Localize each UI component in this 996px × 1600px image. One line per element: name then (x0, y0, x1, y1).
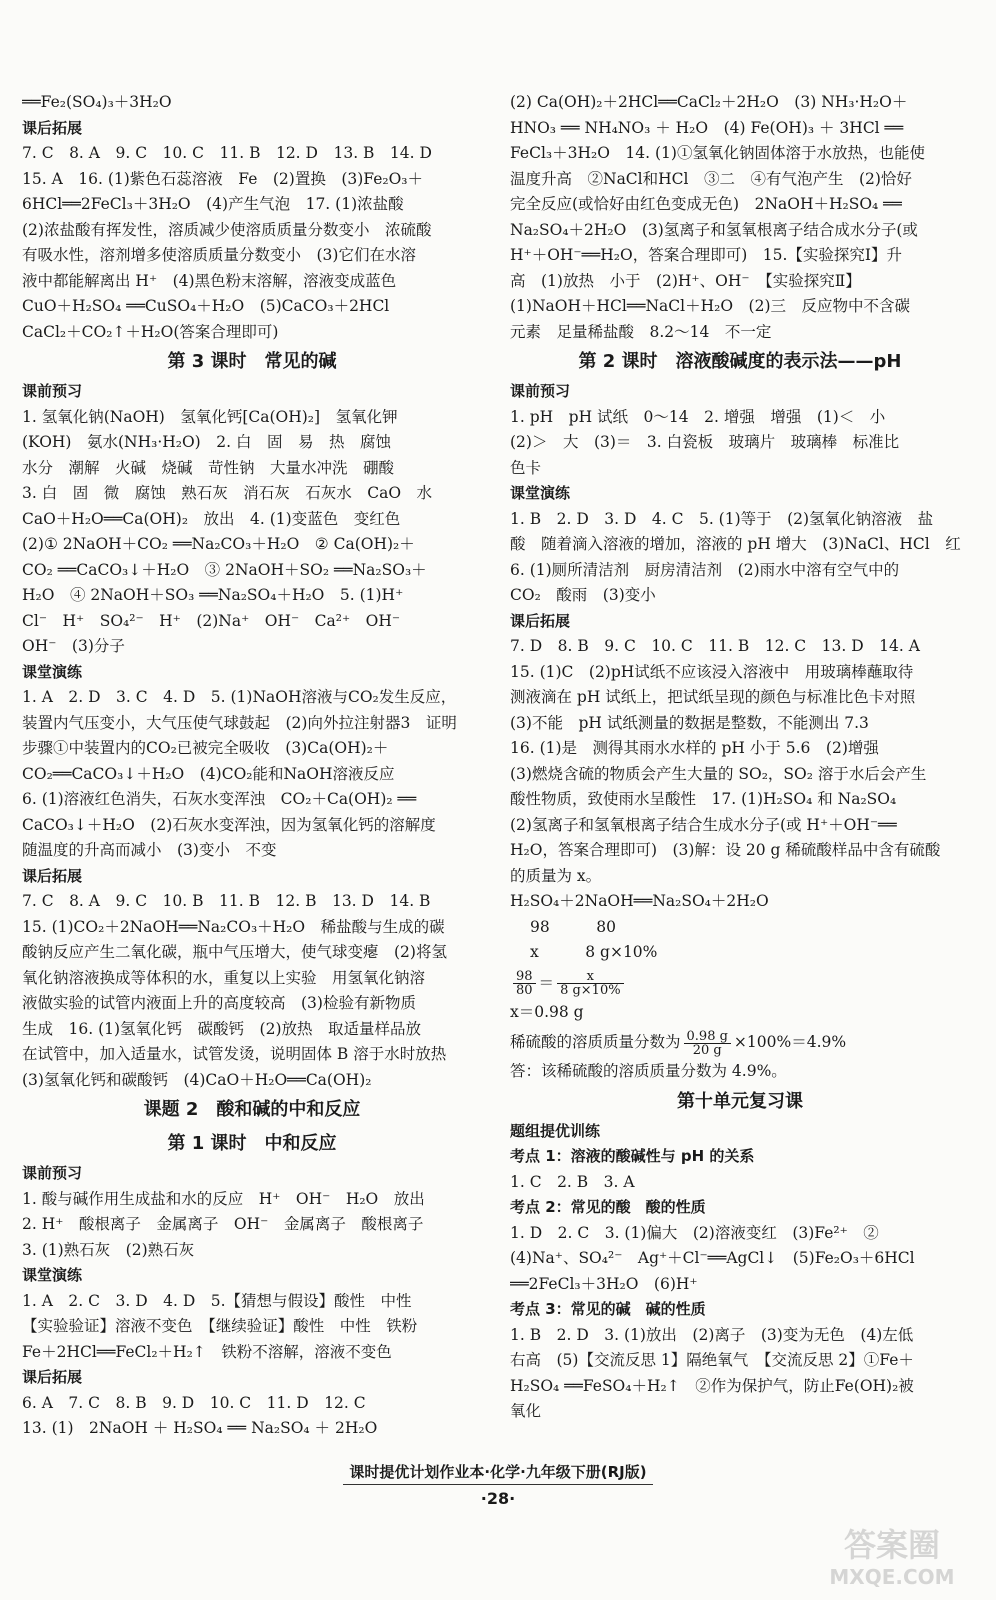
text-line: CO₂ ══CaCO₃↓＋H₂O ③ 2NaOH＋SO₂ ══Na₂SO₃＋ (22, 560, 427, 579)
section-heading: 题组提优训练 (510, 1121, 601, 1140)
fraction (684, 1030, 731, 1057)
text-line: 装置内气压变小，大气压使气球鼓起 (2)向外拉注射器3 证明 (22, 713, 457, 732)
text-line: 酸性物质，致使雨水呈酸性 17. (1)H₂SO₄ 和 Na₂SO₄ (510, 790, 897, 808)
text-line: CaO＋H₂O══Ca(OH)₂ 放出 4. (1)变蓝色 变红色 (22, 509, 401, 528)
topic-point-heading: 考点 2：常见的酸 酸的性质 (510, 1198, 706, 1216)
text-line: 2. H⁺ 酸根离子 金属离子 OH⁻ 金属离子 酸根离子 (22, 1215, 424, 1233)
section-heading: 课后拓展 (22, 866, 83, 885)
text-line: CO₂══CaCO₃↓＋H₂O (4)CO₂能和NaOH溶液反应 (22, 764, 395, 783)
text-line: 液做实验的试管内液面上升的高度较高 (3)检验有新物质 (22, 994, 416, 1012)
text-line: (3)氢氧化钙和碳酸钙 (4)CaO＋H₂O══Ca(OH)₂ (22, 1070, 372, 1089)
section-heading: 课后拓展 (22, 1368, 83, 1386)
text-line: CO₂ 酸雨 (3)变小 (510, 586, 656, 604)
text-line: (3)燃烧含硫的物质会产生大量的 SO₂，SO₂ 溶于水后会产生 (510, 764, 927, 783)
text-line: H₂SO₄＋2NaOH══Na₂SO₄＋2H₂O (510, 892, 769, 910)
text-line: 7. C 8. A 9. C 10. C 11. B 12. D 13. B 14. D (22, 144, 432, 162)
mass-fraction-line (510, 1025, 970, 1059)
topic-title: 课题 2 酸和碱的中和反应 (143, 1099, 361, 1120)
text-line: 高 (1)放热 小于 (2)H⁺、OH⁻ 【实验探究Ⅱ】 (510, 271, 861, 290)
text-line: 13. (1) 2NaOH ＋ H₂SO₄ ══ Na₂SO₄ ＋ 2H₂O (22, 1419, 378, 1437)
fraction-denominator: 8 g×10% (560, 983, 621, 998)
text-line: 1. B 2. D 3. D 4. C 5. (1)等于 (2)氢氧化钠溶液 盐 (510, 509, 934, 528)
text-segment: 稀硫酸的溶质质量分数为 (510, 1033, 681, 1051)
text-line: 色卡 (510, 458, 542, 477)
text-line: 酸钠反应产生二氧化碳，瓶中气压增大，使气球变瘪 (2)将氢 (22, 943, 447, 961)
text-line: 1. C 2. B 3. A (510, 1172, 635, 1191)
fraction-numerator: x (557, 970, 624, 984)
text-line: CaCO₃↓＋H₂O (2)石灰水变浑浊，因为氢氧化钙的溶解度 (22, 815, 436, 834)
text-line: 1. A 2. D 3. C 4. D 5. (1)NaOH溶液与CO₂发生反应， (22, 688, 457, 706)
text-line: 98 80 (530, 917, 616, 936)
text-line: H⁺＋OH⁻══H₂O，答案合理即可) 15.【实验探究Ⅰ】升 (510, 246, 903, 264)
page-footer (0, 1461, 996, 1508)
text-line: 1. 氢氧化钠(NaOH) 氢氧化钙[Ca(OH)₂] 氢氧化钾 (22, 407, 398, 426)
text-line: 6. A 7. C 8. B 9. D 10. C 11. D 12. C (22, 1393, 366, 1412)
topic-point-heading: 考点 1：溶液的酸碱性与 pH 的关系 (510, 1147, 755, 1165)
text-line: 完全反应(或恰好由红色变成无色) 2NaOH＋H₂SO₄ ══ (510, 195, 902, 213)
text-line: 1. A 2. C 3. D 4. D 5.【猜想与假设】酸性 中性 (22, 1291, 412, 1310)
text-line: 6. (1)厕所清洁剂 厨房清洁剂 (2)雨水中溶有空气中的 (510, 560, 900, 579)
text-line: Cl⁻ H⁺ SO₄²⁻ H⁺ (2)Na⁺ OH⁻ Ca²⁺ OH⁻ (22, 611, 401, 630)
text-line: 元素 足量稀盐酸 8.2～14 不一定 (510, 322, 772, 341)
section-heading: 课前预习 (22, 382, 83, 400)
text-line: 7. C 8. A 9. C 10. B 11. B 12. B 13. D 14. B (22, 892, 431, 910)
text-line: 1. 酸与碱作用生成盐和水的反应 H⁺ OH⁻ H₂O 放出 (22, 1189, 425, 1208)
text-line: 16. (1)是 测得其雨水水样的 pH 小于 5.6 (2)增强 (510, 739, 879, 757)
page-number: ·28· (480, 1489, 516, 1508)
right-column (510, 90, 970, 1425)
fraction-numerator: 0.98 g (684, 1030, 731, 1044)
fraction-denominator: 80 (516, 983, 533, 998)
text-line: FeCl₃＋3H₂O 14. (1)①氢氧化钠固体溶于水放热，也能使 (510, 144, 925, 162)
text-line: 生成 16. (1)氢氧化钙 碳酸钙 (2)放热 取适量样品放 (22, 1019, 421, 1038)
section-heading: 课前预习 (510, 382, 571, 400)
text-segment: ×100%＝4.9% (733, 1033, 847, 1051)
text-line: 答：该稀硫酸的溶质质量分数为 4.9%。 (510, 1062, 787, 1080)
fraction (557, 970, 624, 997)
text-line: 步骤①中装置内的CO₂已被完全吸收 (3)Ca(OH)₂＋ (22, 739, 389, 757)
text-line: H₂SO₄ ══FeSO₄＋H₂↑ ②作为保护气，防止Fe(OH)₂被 (510, 1376, 914, 1395)
text-line: 1. B 2. D 3. (1)放出 (2)离子 (3)变为无色 (4)左低 (510, 1325, 914, 1344)
text-line: (2)① 2NaOH＋CO₂ ══Na₂CO₃＋H₂O ② Ca(OH)₂＋ (22, 535, 415, 553)
text-line: 15. A 16. (1)紫色石蕊溶液 Fe (2)置换 (3)Fe₂O₃＋ (22, 169, 424, 188)
fraction-numerator: 98 (513, 970, 536, 984)
text-line: (2)＞ 大 (3)＝ 3. 白瓷板 玻璃片 玻璃棒 标准比 (510, 433, 900, 451)
text-line: 在试管中，加入适量水，试管发烫，说明固体 B 溶于水时放热 (22, 1045, 447, 1063)
text-line: 【实验验证】溶液不变色 【继续验证】酸性 中性 铁粉 (22, 1317, 418, 1335)
text-line: 氧化 (510, 1402, 542, 1420)
text-line: CuO＋H₂SO₄ ══CuSO₄＋H₂O (5)CaCO₃＋2HCl (22, 297, 390, 315)
text-line: (1)NaOH＋HCl══NaCl＋H₂O (2)三 反应物中不含碳 (510, 297, 910, 315)
fraction-denominator: 20 g (692, 1042, 722, 1058)
watermark-text: 答案圈 (843, 1526, 941, 1564)
text-line: Fe＋2HCl══FeCl₂＋H₂↑ 铁粉不溶解，溶液不变色 (22, 1342, 392, 1361)
text-line: H₂O ④ 2NaOH＋SO₃ ══Na₂SO₄＋H₂O 5. (1)H⁺ (22, 586, 404, 604)
lesson-title: 第 3 课时 常见的碱 (167, 351, 337, 372)
text-line: Na₂SO₄＋2H₂O (3)氢离子和氢氧根离子结合成水分子(或 (510, 220, 918, 239)
section-heading: 课堂演练 (22, 1266, 83, 1284)
text-line: (KOH) 氨水(NH₃·H₂O) 2. 白 固 易 热 腐蚀 (22, 433, 391, 451)
text-line: H₂O，答案合理即可) (3)解：设 20 g 稀硫酸样品中含有硫酸 (510, 841, 941, 859)
text-line: (3)不能 pH 试纸测量的数据是整数，不能测出 7.3 (510, 713, 869, 732)
text-line: ══Fe₂(SO₄)₃＋3H₂O (22, 93, 172, 111)
text-line: 1. D 2. C 3. (1)偏大 (2)溶液变红 (3)Fe²⁺ ② (510, 1223, 879, 1242)
text-line: 6. (1)溶液红色消失，石灰水变浑浊 CO₂＋Ca(OH)₂ ══ (22, 790, 417, 808)
equals-sign: ＝ (538, 973, 555, 992)
section-heading: 课前预习 (22, 1164, 83, 1182)
text-line: (2) Ca(OH)₂＋2HCl══CaCl₂＋2H₂O (3) NH₃·H₂O＋ (510, 93, 908, 111)
text-line: HNO₃ ══ NH₄NO₃ ＋ H₂O (4) Fe(OH)₃ ＋ 3HCl ══ (510, 118, 904, 137)
text-line: 酸 随着滴入溶液的增加，溶液的 pH 增大 (3)NaCl、HCl 红 (510, 535, 961, 553)
text-line: 氧化钠溶液换成等体积的水，重复以上实验 用氢氧化钠溶 (22, 968, 426, 987)
text-line: 1. pH pH 试纸 0～14 2. 增强 增强 (1)＜ 小 (510, 407, 886, 426)
unit-review-title: 第十单元复习课 (677, 1090, 803, 1112)
text-line: 液中都能解离出 H⁺ (4)黑色粉末溶解，溶液变成蓝色 (22, 271, 397, 290)
watermark-url: MXQE.COM (829, 1565, 955, 1589)
text-line: 右高 (5)【交流反思 1】隔绝氧气 【交流反思 2】①Fe＋ (510, 1351, 914, 1369)
lesson-title: 第 1 课时 中和反应 (167, 1133, 337, 1154)
text-line: 水分 潮解 火碱 烧碱 苛性钠 大量水冲洗 硼酸 (22, 458, 395, 477)
section-heading: 课堂演练 (22, 662, 83, 681)
text-line: 有吸水性，溶剂增多使溶质质量分数变小 (3)它们在水溶 (22, 246, 416, 264)
text-line: 随温度的升高而减小 (3)变小 不变 (22, 841, 277, 859)
text-line: OH⁻ (3)分子 (22, 637, 125, 655)
left-column (22, 90, 482, 1442)
section-heading: 课后拓展 (22, 118, 83, 137)
text-line: 测液滴在 pH 试纸上，把试纸呈现的颜色与标准比色卡对照 (510, 688, 916, 706)
text-line: 7. D 8. B 9. C 10. C 11. B 12. C 13. D 14. A (510, 637, 920, 655)
section-heading: 课后拓展 (510, 611, 571, 630)
lesson-title: 第 2 课时 溶液酸碱度的表示法——pH (578, 351, 902, 372)
text-line: 3. (1)熟石灰 (2)熟石灰 (22, 1240, 195, 1259)
book-series-title: 课时提优计划作业本·化学·九年级下册(RJ版) (343, 1461, 652, 1485)
text-line: 的质量为 x。 (510, 866, 602, 885)
text-line: x＝0.98 g (510, 1002, 584, 1021)
text-line: 15. (1)C (2)pH试纸不应该浸入溶液中 用玻璃棒蘸取待 (510, 662, 914, 681)
fraction (513, 970, 536, 997)
text-line: 15. (1)CO₂＋2NaOH══Na₂CO₃＋H₂O 稀盐酸与生成的碳 (22, 917, 445, 936)
ratio-equation (510, 966, 970, 1000)
watermark-logo (812, 1520, 972, 1590)
text-line: (4)Na⁺、SO₄²⁻ Ag⁺＋Cl⁻══AgCl↓ (5)Fe₂O₃＋6HCl (510, 1249, 915, 1267)
text-line: (2)浓盐酸有挥发性，溶质减少使溶质质量分数变小 浓硫酸 (22, 220, 432, 239)
text-line: ══2FeCl₃＋3H₂O (6)H⁺ (510, 1274, 698, 1293)
text-line: 温度升高 ②NaCl和HCl ③二 ④有气泡产生 (2)恰好 (510, 169, 912, 188)
topic-point-heading: 考点 3：常见的碱 碱的性质 (510, 1300, 706, 1318)
section-heading: 课堂演练 (510, 484, 571, 502)
text-line: 3. 白 固 微 腐蚀 熟石灰 消石灰 石灰水 CaO 水 (22, 484, 433, 502)
text-line: CaCl₂＋CO₂↑＋H₂O(答案合理即可) (22, 322, 279, 341)
text-line: (2)氢离子和氢氧根离子结合生成水分子(或 H⁺＋OH⁻══ (510, 815, 897, 834)
text-line: x 8 g×10% (530, 943, 658, 961)
text-line: 6HCl══2FeCl₃＋3H₂O (4)产生气泡 17. (1)浓盐酸 (22, 195, 404, 213)
